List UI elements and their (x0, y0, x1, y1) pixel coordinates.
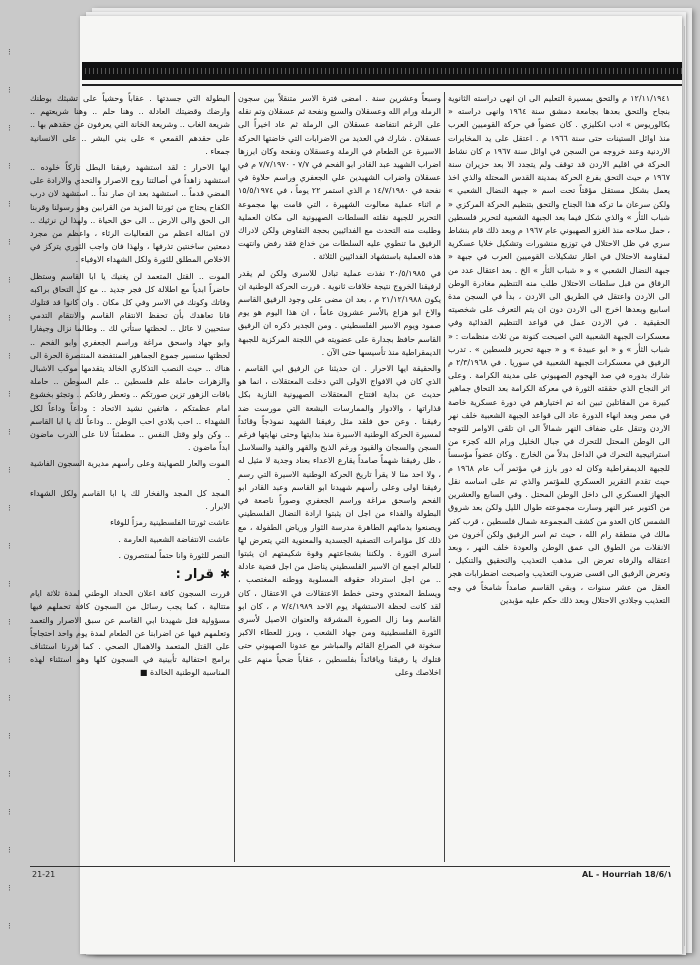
paragraph: وسبعاً وعشرين سنة . امضى فترة الاسر متنقلاً بين سجون الرملة ورام الله وعسقلان والسبع ونفحة ثم عسقلان وتم نقله على الرغم انتفاضة عسقلان الى الرملة ثم عاد اخيراً الى عسقلان . شارك في العديد من الاضرابات التي خاضتها الحركة الاسيرة عن الطعام في الرملة وعسقلان ونفحة وكان ابرزها اضراب الشهيد عبد القادر ابو الفحم في ٧/٧ - ٧/٧/١٩٧٠ م في عسقلان واضراب الشهيدين علي الجعفري وراسم حلاوة في نفحة في ١٤/٧/١٩٨٠ م الذي استمر ٢٢ يوماً ، في ١٥/٥/١٩٧٤ م اثناء عملية معالوت الشهيرة ، التي قامت بها مجموعة التحرير للجبهة نقلته السلطات الصهيونية الى مكان العملية وطلبت منه التحدث مع الفدائيين بحجة التفاوض ولكن لادراك الرفيق ما تنطوي عليه السلطات من خداع فقد رفض وانتهت هذه العملية باستشهاد الفدائيين الثلاثة . (238, 94, 441, 262)
header-rule (82, 62, 682, 80)
binding-mark: ⁝ (8, 200, 11, 210)
binding-mark: ⁝ (8, 542, 11, 552)
decision-heading (30, 568, 230, 581)
binding-mark: ⁝ (8, 656, 11, 666)
binding-mark: ⁝ (8, 352, 11, 362)
decision-text: قررت السجون كافة اعلان الحداد الوطني لمدة ثلاثة ايام متتالية ، كما يجب رسائل من السجون كافة تحملهم فيها مسؤولية قتل شهيدنا ابي القاسم عن سبق الاصرار والتعمد وتعلمهم فيها عن اضرابنا عن الطعام لمدة يوم واحد احتجاجاً على القتل المتعمد والاهمال الصحي . كما قررنا استئناف برامج احتفالية تأبينية في السجون كلها وهو استئناء لهذه المناسبة الوطنية الخالدة ■ (30, 589, 230, 678)
binding-marks (8, 20, 28, 932)
page-reference: 21-21 (32, 870, 56, 879)
paragraph: في ٢٠/٥/١٩٨٥ نفذت عملية تبادل للاسرى ولكن لم يقدر لرفيقنا الخروج نتيجة خلافات ثانوية . قررت الحركة الوطنية ان يكون ٢١/١٢/١٩٨٨ م ، بعد ان مضى على وجود الرفيق القاسم والاخ ابو هزاع بالأسر عشرون عاماً ، ان هذا اليوم هو يوم صمود ويوم الاسير الفلسطيني . ومن الجدير ذكره ان الرفيق القاسم حافظ بجدارة على عضويته في اللجنة المركزية للجبهة الديمقراطية منذ تأسيسها حتى الآن . (238, 268, 441, 357)
paragraph: الموت والعار للصهاينة وعلى رأسهم مديرية السجون الفاشية . (30, 459, 230, 482)
binding-mark: ⁝ (8, 238, 11, 248)
column-right (448, 92, 670, 862)
binding-mark: ⁝ (8, 770, 11, 780)
binding-mark: ⁝ (8, 580, 11, 590)
binding-mark: ⁝ (8, 276, 11, 286)
paragraph: النصر للثورة وانا حتماً لمنتصرون . (118, 550, 230, 560)
binding-mark: ⁝ (8, 618, 11, 628)
binding-mark: ⁝ (8, 124, 11, 134)
paragraph: المجد كل المجد والفخار لك يا ابا القاسم ولكل الشهداء الابرار . (30, 488, 230, 512)
binding-mark: ⁝ (8, 390, 11, 400)
decision-title: قرار : (175, 566, 214, 582)
header-thin-rule (82, 84, 682, 86)
binding-mark: ⁝ (8, 162, 11, 172)
star-icon: ✱ (219, 566, 230, 581)
binding-mark: ⁝ (8, 884, 11, 894)
paragraph: عاشت الانتفاضة الشعبية العارمة . (118, 534, 230, 544)
paragraph: ايها الاحرار : لقد استشهد رفيقنا البطل تاركاً خلوده .. استشهد زاهداً في أصالتنا روح الاصرار والتحدي والارادة على المضي قدماً .. استشهد بعد ان صار نداً .. استشهد لان درب الكفاح يحتاج من ثورتنا المزيد من القرابين وهو رسولنا وقربنا الى الحق والى الارض .. الى حق الحياة .. ولهذا لن نرثيك .. لان امثاله اعظم من الفعاليات الرثاء ، واعظم من مجرد دمعتين ساخنتين تذرفها ، ولهذا فان واجب الثوري يتركز في الاخلاص المطلق للثورة ولكل الشهداء الاوفياء . (30, 163, 230, 265)
footer-rule (30, 866, 670, 867)
binding-mark: ⁝ (8, 466, 11, 476)
binding-mark: ⁝ (8, 694, 11, 704)
binding-mark: ⁝ (8, 922, 11, 932)
paragraph: والحقيقة ايها الاحرار . ان حديثنا عن الرفيق ابي القاسم ، الذي كان في الافواج الاولى التي دخلت المعتقلات ، انما هو حديث عن بداية افتتاح المعتقلات الصهيونية النازية بكل قذاراتها ، والادوار والممارسات البشعة التي مورست ضد رفيقنا . وعن حق فلقد مثل رفيقنا الشهيد نموذجاً وقائداً لمسيرة الحركة الوطنية الاسيرة منذ بدايتها وحتى نهايتها فرغم السجن والسجان والقيود ورغم الذبح والقهر والقيد والسلاسل ، ظل رفيقنا شهماً صامداً يقارع الاعداء بعناد وجدية لا مثيل له ، ولا احد منا لا يقرأ تاريخ الحركة الوطنية الاسيرة التي رسم رفيقنا اولى وعلى رأسهم شهيدنا ابو القاسم وعبد القادر ابو الفحم واسحق مراغة وراسم الجعفري وصوراً ناصعة في البطولة والفداء من اجل ان يثبتوا ارادة النضال الفلسطيني ويصنعوا بدمائهم الطاهرة مدرسة الثوار ورياض الطفولة ، مع ذلك كل مؤامرات التصفية الجسدية والمعنوية التي يتعرض لها أسرى الثورة . ولكننا بشجاعتهم وقوة شكيمتهم ان يثبتوا للعالم اجمع ان الاسير الفلسطيني يناضل من اجل قضية عادلة .. من اجل استرداد حقوقه المسلوبة ووطنه المغتصب ، ويسلط المعتدي وحتى خطط الاعتقالات في الاعتقال ، كان لقد كانت لحظة الاستشهاد يوم الاحد ٧/٤/١٩٨٩ م ، كان ابو القاسم وما زال الصورة المشرقة والعنوان الاصيل لأسرى الثورة الفلسطينية ومن جهاد الشعب ، وبرز للعطاء الاكبر سخونة في الصراع القائم والمباشر مع عدونا الصهيوني حتى قتلوك يا رفيقنا وياقائداً بفلسطين ، عقاباً ضحياً منهم على اخلاصك وعلى (238, 364, 441, 677)
binding-mark: ⁝ (8, 846, 11, 856)
binding-mark: ⁝ (8, 732, 11, 742)
binding-mark: ⁝ (8, 504, 11, 514)
paragraph: البطولة التي جسدتها . عقاباً وحشياً على تشبثك بوطنك وارضك وقضيتك العادلة .. وهنا حلم .. وهنا شريعتهم .. شريعة الغاب .. وشريعة الخانة التي يعرفون عن حقدهم بها .. على حقدهم القمعي » على بني البشر .. على الانسانية جمعاء . (30, 94, 230, 156)
column-separator (444, 92, 445, 862)
column-middle (238, 92, 441, 862)
publication-date: AL - Hourriah 18/6/١ (581, 870, 672, 879)
column-separator (234, 92, 235, 862)
column-left (30, 92, 230, 862)
binding-mark: ⁝ (8, 428, 11, 438)
paragraph: ١٢/١١/١٩٤١ م والتحق بمسيرة التعليم الى ان انهى دراسته الثانوية بنجاح والتحق بعدها بجامعة دمشق سنة ١٩٦٤ وانهى دراسته « بكالوريوس » ادب انكليزي . كان عضواً في حركة القوميين العرب منذ اوائل الستينات حتى سنة ١٩٦٦ م . اعتقل على يد المخابرات الاردنية وعند خروجه من السجن في اوائل سنة ١٩٦٧ م كان نشاط الحركة في اقليم الاردن قد توقف ولم يتجدد الا بعد حزيران سنة ١٩٦٧ م حيث التحق بفرع الحركة بمدينة القدس المحتلة والذي اخذ يعمل بشكل مستقل مؤقتاً تحت اسم « جبهة النضال الشعبي » ولكن سرعان ما تركه هذا الجناح والتحق بتنظيم الحركة المركزي « شباب الثأر » والذي شكل فيما بعد الجبهة الشعبية لتحرير فلسطين ، حمل سلاحه منذ الغزو الصهيوني عام ١٩٦٧ م وبعد ذلك قام بنشاط سري في ظل الاحتلال في توزيع منشورات وتشكيل خلايا عسكرية لمقاومة الاحتلال في اطار تشكيلات القوميين العرب في جبهة « جبهة النضال الشعبي » و « شباب الثأر » الخ . بعد اعتقال عدد من الرفاق من قبل سلطات الاحتلال طلب منه التنظيم مغادرة الوطن الى الاردن واعتقل في الطريق الى الاردن ، بدأ في السجن مدة اسابيع وبعدها اخرج الى الاردن دون ان يتم التعرف على شخصيته الحقيقية . في الاردن عمل في قواعد التنظيم الفدائية وفي معسكرات الجبهة الشعبية التي اصبحت كنونة من ثلاث منظمات : « شباب الثأر » و « ابو عبيدة » و « جبهة تحرير فلسطين » . تدرب الرفيق في معسكرات الجبهة الشعبية في سوريا . في ٢/٣/١٩٦٨ م شارك بدوره في صد الهجوم الصهيوني على مدينة الكرامة . وعلى اثر النجاح الذي حققته الثورة في معركة الكرامة بعد التحاق جماهير كبيرة من المقاتلين تبين انه تم اختيارهم في دورة عسكرية خاصة في مصر وبعد انهاء الدورة عاد الى قواعد الجبهة الشعبية خلف نهر الاردن وتنقل على ضفاف النهر شمالاً الى ان تلقى الاوامر للتوجه الى الوطن المحتل للتحرك في جبال الخليل ورام الله كجزء من استراتيجية التحرك في الداخل بدلاً من الخارج . وكان عضواً مؤسساً للجبهة الديمقراطية وكان له دور بارز في مؤتمر آب عام ١٩٦٨ م حيث تقدم التقرير العسكري للمؤتمر والذي تم على اساسه نقل الجهاز العسكري الى داخل الوطن المحتل . وفي السابع والعشرين من اكتوبر عبر النهر وسارت مجموعته طوال الليل ولكن بعد شروق الشمس كان العدو من كشف المجموعة شمال فلسطين ، قرب كفر مالك في منطقة رام الله ، حيث تم اسر الرفيق ولكن آخرون من الانقلات من الطوق الى عمق الوطن والعودة خلف النهر ، وبعد اعتقاله والرفاه تعرض الى مذهب التعذيب والتحقيق والتنكيل ، وتعرض الرفيق الى اقسى ضروب التعذيب واصبحت اضطرابات هجر العقل من عشر سنوات ، وبقي القاسم صامداً شامخاً في وجه التعذيب وجلادي الاحتلال وبعد ذلك حكم عليه مؤبدين (448, 94, 670, 605)
paragraph: الموت .. القتل المتعمد لن يغنيك يا ابا القاسم وستظل حاضراً ابدياً مع اطلالة كل فجر جديد .. مع كل التحاق براكبه وفاتك وكونك في الاسر وفي كل مكان . وان كانوا قد قتلوك فانا تعاهدك بأن تحفظ الانتقام القاسم والانتقام التدمي ستحيين لا عائل .. لحظتها ستأتي لك .. وطالما نزال وجيفارا وابو جهاد واسحق مراغة وراسم الجعفري وابو الفحم .. لحظتها سنسير جموع الجماهير المنتفضة المنتصرة الحرة الى هناك .. حيث النصب التذكاري الخالد يتقدمها موكب الاشبال والزهرات حاملة علم فلسطين .. علم السوطن .. حاملة باقات الزهور تزين صورتكم .. وتعطر رفاتكم .. وتجثو بخشوع امام عظمتكم ، هاتفين نشيد الاتحاد : وداعاً وداعاً لكل الشهداء .. احب بلادي احب الوطن .. وداعاً لك يا ابا القاسم .. وكن ولو وقتل النفس .. مطمئناً لانا على الدرب ماضون ابداً ماضون . (30, 271, 230, 453)
binding-mark: ⁝ (8, 86, 11, 96)
paragraph: عاشت ثورتنا الفلسطينية رمزاً للوفاء (110, 518, 230, 528)
binding-mark: ⁝ (8, 48, 11, 58)
sheet-edge (684, 26, 693, 946)
binding-mark: ⁝ (8, 808, 11, 818)
binding-mark: ⁝ (8, 314, 11, 324)
